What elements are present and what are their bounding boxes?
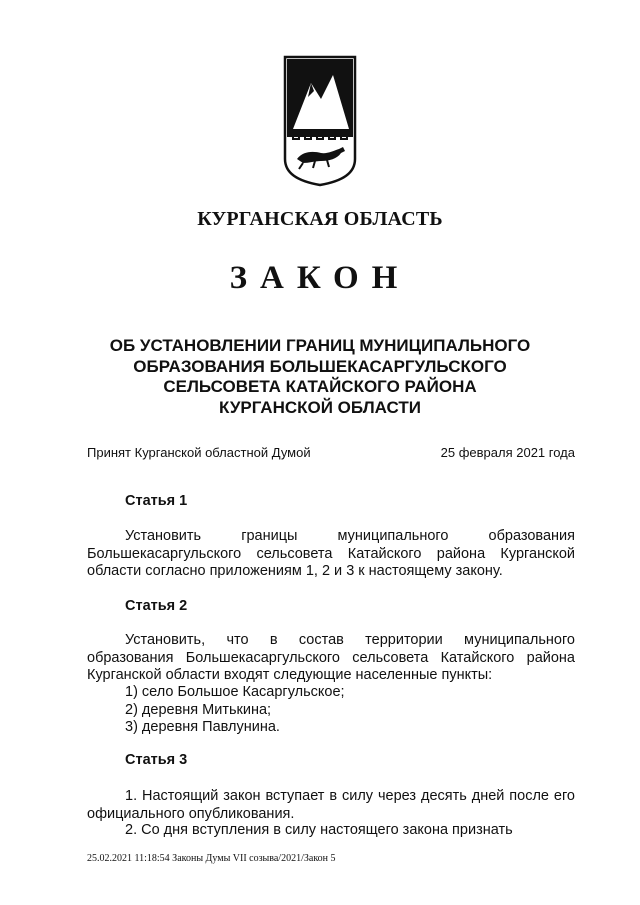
article-1-text: Установить границы муниципального образования Большекасаргульского сельсовета Катайского района Курганской области согласно приложениям 1, 2 и 3 к настоящему закону. xyxy=(87,528,575,580)
article-2-text: Установить, что в состав территории муниципального образования Большекасаргульского сельсовета Катайского района Курганской области входят следующие населенные пункты: xyxy=(87,632,575,684)
list-item: 3) деревня Павлунина. xyxy=(125,719,280,735)
coat-of-arms-icon xyxy=(283,55,357,187)
article-3-paragraph-1: 1. Настоящий закон вступает в силу через десять дней после его официального опубликования. xyxy=(87,788,575,822)
page-footer: 25.02.2021 11:18:54 Законы Думы VII созыва/2021/Закон 5 xyxy=(87,853,336,864)
article-3-heading: Статья 3 xyxy=(125,752,188,768)
article-3-paragraph-2: 2. Со дня вступления в силу настоящего закона признать xyxy=(125,822,513,838)
article-1-heading: Статья 1 xyxy=(125,493,188,509)
adopted-date: 25 февраля 2021 года xyxy=(440,445,575,460)
list-item: 2) деревня Митькина; xyxy=(125,702,272,718)
document-type-title: ЗАКОН xyxy=(229,260,411,296)
region-title: КУРГАНСКАЯ ОБЛАСТЬ xyxy=(197,208,443,230)
subject-line: СЕЛЬСОВЕТА КАТАЙСКОГО РАЙОНА xyxy=(163,377,477,396)
article-2-heading: Статья 2 xyxy=(125,598,188,614)
adopted-by: Принят Курганской областной Думой xyxy=(87,445,311,460)
subject-line: КУРГАНСКОЙ ОБЛАСТИ xyxy=(219,397,421,417)
law-subject xyxy=(90,336,550,418)
adoption-row xyxy=(87,445,575,460)
subject-line: ОБРАЗОВАНИЯ БОЛЬШЕКАСАРГУЛЬСКОГО xyxy=(133,356,507,376)
list-item: 1) село Большое Касаргульское; xyxy=(125,684,345,700)
subject-line: ОБ УСТАНОВЛЕНИИ ГРАНИЦ МУНИЦИПАЛЬНОГО xyxy=(109,336,531,355)
